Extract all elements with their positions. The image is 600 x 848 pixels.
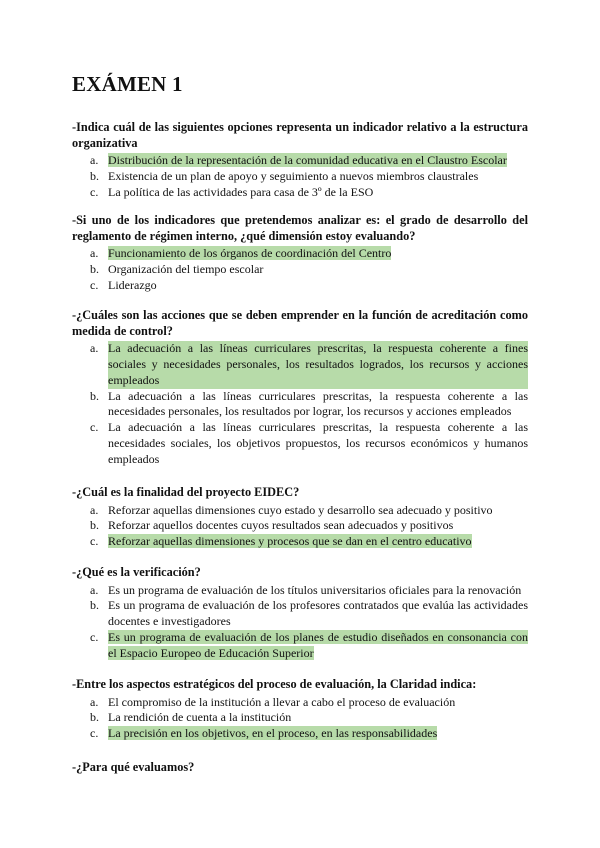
option-b: b. Reforzar aquellos docentes cuyos resultados sean adecuados y positivos <box>90 518 454 533</box>
correct-answer-highlight: La adecuación a las líneas curriculares prescritas, la respuesta coherente a fines sociales y necesidades personales, los resultados logrados, los recursos y acciones empleados <box>108 341 528 387</box>
question-1 <box>72 120 528 201</box>
question-7 <box>72 760 528 776</box>
question-text: -¿Cuáles son las acciones que se deben emprender en la función de acreditación como medida de control? <box>72 308 528 338</box>
option-list <box>72 503 528 550</box>
option-c: c. La adecuación a las líneas curriculares prescritas, la respuesta coherente a las necesidades sociales, los objetivos propuestos, los recursos económicos y humanos empleados <box>90 420 528 466</box>
option-list <box>72 246 528 293</box>
option-b: b. La rendición de cuenta a la institución <box>90 710 292 725</box>
correct-answer-highlight: La precisión en los objetivos, en el proceso, en las responsabilidades <box>108 726 438 741</box>
option-a: a. Es un programa de evaluación de los títulos universitarios oficiales para la renovación <box>90 582 522 597</box>
option-b: b. Organización del tiempo escolar <box>90 261 264 276</box>
correct-answer-highlight: Funcionamiento de los órganos de coordinación del Centro <box>108 246 392 261</box>
option-a: a. Funcionamiento de los órganos de coordinación del Centro <box>90 246 392 261</box>
question-text: -Indica cuál de las siguientes opciones representa un indicador relativo a la estructura organizativa <box>72 120 528 150</box>
option-a: a. Reforzar aquellas dimensiones cuyo estado y desarrollo sea adecuado y positivo <box>90 502 493 517</box>
correct-answer-highlight: Es un programa de evaluación de los planes de estudio diseñados en consonancia con el Espacio Europeo de Educación Superior <box>108 629 528 660</box>
question-5 <box>72 565 528 662</box>
option-c: c. Reforzar aquellas dimensiones y procesos que se dan en el centro educativo <box>90 534 472 549</box>
question-text: -Entre los aspectos estratégicos del proceso de evaluación, la Claridad indica: <box>72 677 477 691</box>
option-list <box>72 583 528 662</box>
option-c: c. Liderazgo <box>90 277 157 292</box>
option-a: a. La adecuación a las líneas curriculares prescritas, la respuesta coherente a fines sociales y necesidades personales, los resultados logrados, los recursos y acciones empleados <box>90 341 528 387</box>
correct-answer-highlight: Reforzar aquellas dimensiones y procesos que se dan en el centro educativo <box>108 534 472 549</box>
question-4 <box>72 485 528 550</box>
option-b: b. La adecuación a las líneas curriculares prescritas, la respuesta coherente a las necesidades personales, los resultados por lograr, los recursos y acciones empleados <box>90 388 528 419</box>
exam-title: EXÁMEN 1 <box>72 72 183 96</box>
option-b: b. Es un programa de evaluación de los profesores contratados que evalúa las actividades docentes e investigadores <box>90 598 528 629</box>
question-text: -¿Qué es la verificación? <box>72 565 201 579</box>
option-a: a. El compromiso de la institución a llevar a cabo el proceso de evaluación <box>90 694 456 709</box>
question-3 <box>72 308 528 468</box>
option-list <box>72 695 528 742</box>
option-c: c. Es un programa de evaluación de los planes de estudio diseñados en consonancia con el Espacio Europeo de Educación Superior <box>90 629 528 660</box>
option-list <box>72 341 528 467</box>
option-c: c. La precisión en los objetivos, en el proceso, en las responsabilidades <box>90 726 438 741</box>
option-a: a. Distribución de la representación de la comunidad educativa en el Claustro Escolar <box>90 153 507 168</box>
correct-answer-highlight: Distribución de la representación de la comunidad educativa en el Claustro Escolar <box>108 153 507 168</box>
question-2 <box>72 213 528 294</box>
option-b: b. Existencia de un plan de apoyo y seguimiento a nuevos miembros claustrales <box>90 168 479 183</box>
question-text: -¿Cuál es la finalidad del proyecto EIDEC? <box>72 485 300 499</box>
question-text: -Si uno de los indicadores que pretendemos analizar es: el grado de desarrollo del reglamento de régimen interno, ¿qué dimensión estoy evaluando? <box>72 213 528 243</box>
option-list <box>72 153 528 200</box>
question-6 <box>72 677 528 742</box>
question-text: -¿Para qué evaluamos? <box>72 760 195 774</box>
option-c: c. La política de las actividades para casa de 3º de la ESO <box>90 184 374 199</box>
